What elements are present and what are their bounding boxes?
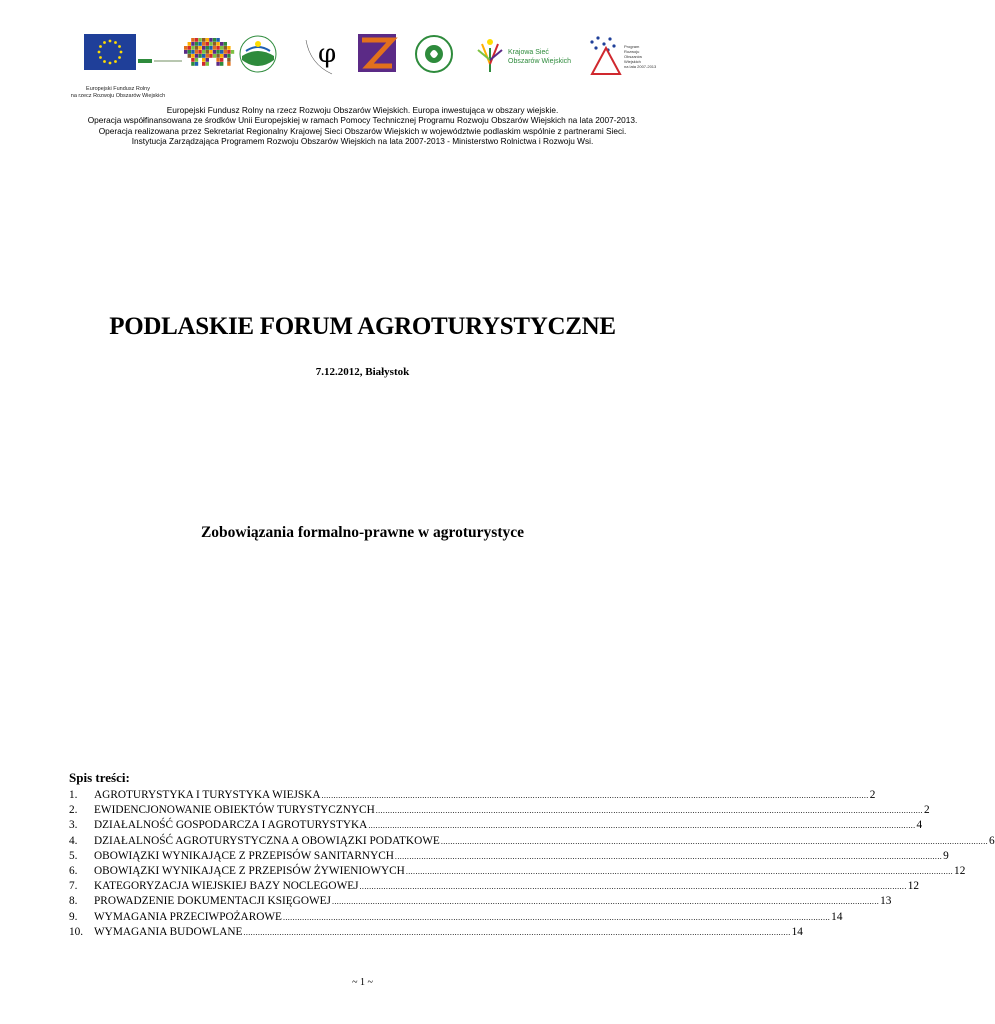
table-of-contents <box>69 788 995 940</box>
toc-entry-page: 2 <box>869 789 876 801</box>
toc-entry-page: 4 <box>916 819 923 832</box>
toc-entry-title: PROWADZENIE DOKUMENTACJI KSIĘGOWEJ <box>94 895 331 908</box>
toc-dot-leader <box>243 925 790 940</box>
z-emblem-logo <box>358 34 396 72</box>
toc-entry-title: WYMAGANIA BUDOWLANE <box>94 925 243 938</box>
logo-strip <box>84 34 657 82</box>
svg-text:Krajowa Sieć: Krajowa Sieć <box>508 49 549 56</box>
toc-entry-page: 12 <box>954 864 966 877</box>
toc-entry-page: 14 <box>831 910 843 923</box>
toc-entry-number: 7. <box>69 880 78 893</box>
toc-heading: Spis treści: <box>69 770 130 785</box>
toc-entry-number: 1. <box>69 789 78 801</box>
toc-entry-title: EWIDENCJONOWANIE OBIEKTÓW TURYSTYCZNYCH <box>94 804 375 817</box>
document-subtitle: Zobowiązania formalno-prawne w agroturystyce <box>200 524 525 541</box>
leader-logo <box>138 54 184 66</box>
info-line: Operacja realizowana przez Sekretariat Regionalny Krajowej Sieci Obszarów Wiejskich w województwie podlaskim wspólnie z partnerami Sieci. <box>98 125 627 136</box>
svg-text:Wiejskich: Wiejskich <box>624 59 641 64</box>
toc-entry-page: 12 <box>907 880 920 893</box>
toc-dot-leader <box>360 879 907 894</box>
toc-entry-number: 5. <box>69 849 78 862</box>
toc-dot-leader <box>332 894 879 909</box>
toc-entry-number: 2. <box>69 804 78 817</box>
svg-text:na lata 2007-2013: na lata 2007-2013 <box>624 64 657 69</box>
info-line: Europejski Fundusz Rolny na rzecz Rozwoju Obszarów Wiejskich. Europa inwestująca w obszary wiejskie. <box>166 105 559 115</box>
toc-entry-title: OBOWIĄZKI WYNIKAJĄCE Z PRZEPISÓW ŻYWIENIOWYCH <box>94 864 405 877</box>
toc-entry-title: KATEGORYZACJA WIEJSKIEJ BAZY NOCLEGOWEJ <box>94 880 359 893</box>
toc-entry[interactable] <box>69 803 930 818</box>
podlaskie-logo <box>238 34 278 74</box>
toc-entry[interactable] <box>69 834 995 849</box>
eu-flag-logo <box>84 34 136 70</box>
date-place: 7.12.2012, Białystok <box>315 366 410 378</box>
toc-entry[interactable] <box>69 818 923 833</box>
toc-dot-leader <box>406 864 953 879</box>
toc-entry-page: 13 <box>880 895 892 908</box>
prow-logo <box>586 34 657 80</box>
toc-dot-leader <box>283 910 830 925</box>
toc-dot-leader <box>441 834 988 849</box>
svg-text:Obszarów Wiejskich: Obszarów Wiejskich <box>508 58 572 65</box>
svg-text:Obszarów: Obszarów <box>624 54 643 59</box>
ksow-logo <box>476 34 572 78</box>
toc-entry[interactable] <box>69 925 803 940</box>
toc-entry-title: DZIAŁALNOŚĆ AGROTURYSTYCZNA A OBOWIĄZKI PODATKOWE <box>94 834 440 847</box>
toc-entry-title: WYMAGANIA PRZECIWPOŻAROWE <box>94 910 282 923</box>
toc-entry-title: AGROTURYSTYKA I TURYSTYKA WIEJSKA <box>94 789 321 801</box>
toc-entry-page: 6 <box>989 834 995 847</box>
toc-entry-number: 4. <box>69 834 78 847</box>
eu-caption-line-2: na rzecz Rozwoju Obszarów Wiejskich <box>70 93 166 99</box>
funding-info <box>40 105 685 147</box>
svg-text:Rozwoju: Rozwoju <box>624 49 640 54</box>
svg-text:φ: φ <box>318 39 337 69</box>
toc-entry-page: 9 <box>943 849 949 862</box>
toc-entry[interactable] <box>69 910 843 925</box>
toc-dot-leader <box>368 818 915 833</box>
toc-entry[interactable] <box>69 864 966 879</box>
eu-fund-caption <box>58 86 178 100</box>
toc-entry[interactable] <box>69 879 920 894</box>
politechnika-bialostocka-logo <box>298 34 342 82</box>
svg-text:Program: Program <box>624 44 640 49</box>
info-line: Instytucja Zarządzająca Programem Rozwoju Obszarów Wiejskich na lata 2007-2013 - Ministerstwo Rolnictwa i Rozwoju Wsi. <box>131 136 594 147</box>
bison-mosaic-logo <box>184 34 236 70</box>
podr-logo <box>414 34 454 74</box>
toc-entry-title: DZIAŁALNOŚĆ GOSPODARCZA I AGROTURYSTYKA <box>94 819 368 832</box>
toc-entry-page: 2 <box>923 804 930 817</box>
page-number: ~ 1 ~ <box>352 977 373 988</box>
toc-entry-title: OBOWIĄZKI WYNIKAJĄCE Z PRZEPISÓW SANITARNYCH <box>94 849 394 862</box>
toc-dot-leader <box>321 788 868 803</box>
toc-entry-number: 9. <box>69 910 78 923</box>
toc-entry-number: 6. <box>69 864 78 877</box>
toc-entry[interactable] <box>69 788 876 803</box>
info-line: Operacja współfinansowana ze środków Unii Europejskiej w ramach Pomocy Technicznej Programu Rozwoju Obszarów Wiejskich na lata 2007-2013. <box>87 115 638 126</box>
toc-entry-number: 10. <box>69 925 84 938</box>
toc-entry[interactable] <box>69 849 949 864</box>
toc-entry-number: 8. <box>69 895 78 908</box>
document-title: PODLASKIE FORUM AGROTURYSTYCZNE <box>109 313 616 340</box>
toc-entry-page: 14 <box>791 925 803 938</box>
toc-dot-leader <box>395 849 942 864</box>
toc-dot-leader <box>376 803 923 818</box>
toc-entry-number: 3. <box>69 819 78 832</box>
toc-entry[interactable] <box>69 894 892 909</box>
eu-caption-line-1: Europejski Fundusz Rolny <box>86 86 150 92</box>
